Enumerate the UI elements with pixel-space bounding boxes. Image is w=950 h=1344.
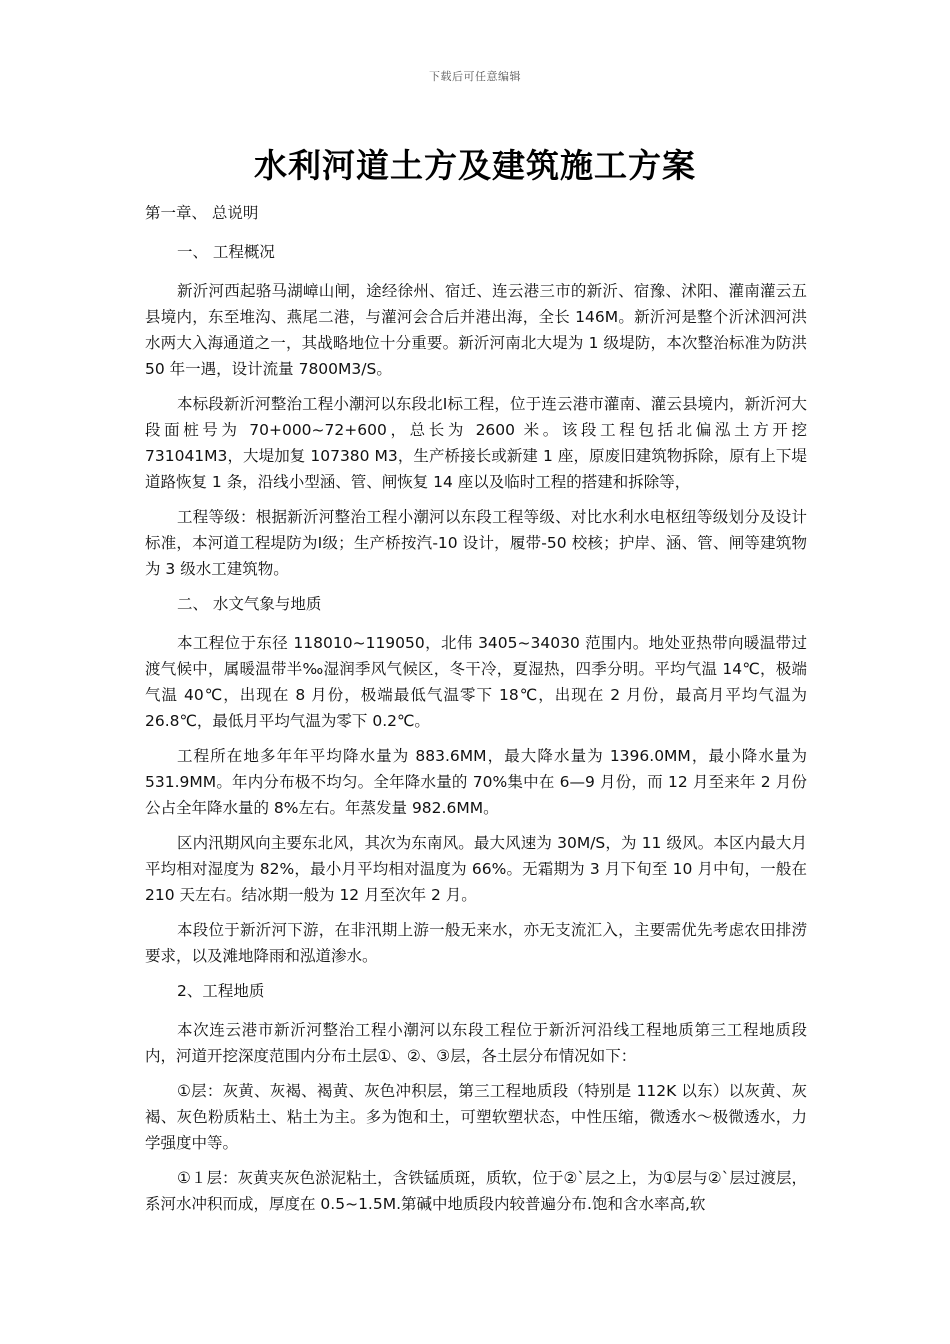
chapter-heading: 第一章、 总说明 — [145, 204, 259, 222]
document-title: 水利河道土方及建筑施工方案 — [254, 146, 696, 185]
paragraph: 新沂河西起骆马湖嶂山闸，途经徐州、宿迁、连云港三市的新沂、宿豫、沭阳、灌南灌云五县境内，东至堆沟、燕尾二港，与灌河会合后并港出海，全长 146M。新沂河是整个沂沭泗河洪水两大入海通道之一，其战略地位十分重要。新沂河南北大堤为 1 级堤防，本次整治标准为防洪 50 年一遇，设计流量 7800M3/S。 — [145, 282, 807, 378]
paragraph: 区内汛期风向主要东北风，其次为东南风。最大风速为 30M/S，为 11 级风。本区内最大月平均相对湿度为 82%，最小月平均相对温度为 66%。无霜期为 3 月下旬至 10 月中旬，一般在 210 天左右。结冰期一般为 12 月至次年 2 月。 — [145, 834, 807, 904]
header-note: 下载后可任意编辑 — [429, 70, 521, 83]
section-heading-geology: 2、工程地质 — [177, 982, 265, 1000]
section-heading-hydrology: 二、 水文气象与地质 — [177, 595, 322, 613]
paragraph: ①１层：灰黄夹灰色淤泥粘土，含铁锰质斑，质软，位于②`层之上，为①层与②`层过渡层，系河水冲积而成，厚度在 0.5~1.5M.第碱中地质段内较普遍分布.饱和含水率高,软 — [145, 1169, 807, 1213]
section-heading-overview: 一、 工程概况 — [177, 243, 275, 261]
paragraph: 工程等级：根据新沂河整治工程小潮河以东段工程等级、对比水利水电枢纽等级划分及设计标准，本河道工程堤防为Ⅰ级；生产桥按汽-10 设计，履带-50 校核；护岸、涵、管、闸等建筑物为 3 级水工建筑物。 — [145, 508, 807, 578]
paragraph: ①层：灰黄、灰褐、褐黄、灰色冲积层，第三工程地质段（特别是 112K 以东）以灰黄、灰褐、灰色粉质粘土、粘土为主。多为饱和土，可塑软塑状态，中性压缩，微透水～极微透水，力学强度中等。 — [145, 1082, 807, 1152]
paragraph: 工程所在地多年年平均降水量为 883.6MM，最大降水量为 1396.0MM，最小降水量为 531.9MM。年内分布极不均匀。全年降水量的 70%集中在 6—9 月份，而 12 月至来年 2 月份公占全年降水量的 8%左右。年蒸发量 982.6MM。 — [145, 747, 807, 817]
paragraph: 本次连云港市新沂河整治工程小潮河以东段工程位于新沂河沿线工程地质第三工程地质段内，河道开挖深度范围内分布土层①、②、③层，各土层分布情况如下： — [145, 1021, 807, 1065]
paragraph: 本工程位于东径 118010~119050，北伟 3405~34030 范围内。地处亚热带向暖温带过渡气候中，属暖温带半‰湿润季风气候区，冬干冷，夏湿热，四季分明。平均气温 14℃，极端气温 40℃，出现在 8 月份，极端最低气温零下 18℃，出现在 2 月份，最高月平均气温为 26.8℃，最低月平均气温为零下 0.2℃。 — [145, 634, 807, 730]
document-body — [145, 200, 807, 1226]
paragraph: 本段位于新沂河下游，在非汛期上游一般无来水，亦无支流汇入，主要需优先考虑农田排涝要求，以及滩地降雨和泓道渗水。 — [145, 921, 807, 965]
paragraph: 本标段新沂河整治工程小潮河以东段北Ⅰ标工程，位于连云港市灌南、灌云县境内，新沂河大段面桩号为 70+000~72+600，总长为 2600 米。该段工程包括北偏泓土方开挖 731041M3，大堤加复 107380 M3，生产桥接长或新建 1 座，原废旧建筑物拆除，原有上下堤道路恢复 1 条，沿线小型涵、管、闸恢复 14 座以及临时工程的搭建和拆除等， — [145, 395, 807, 491]
